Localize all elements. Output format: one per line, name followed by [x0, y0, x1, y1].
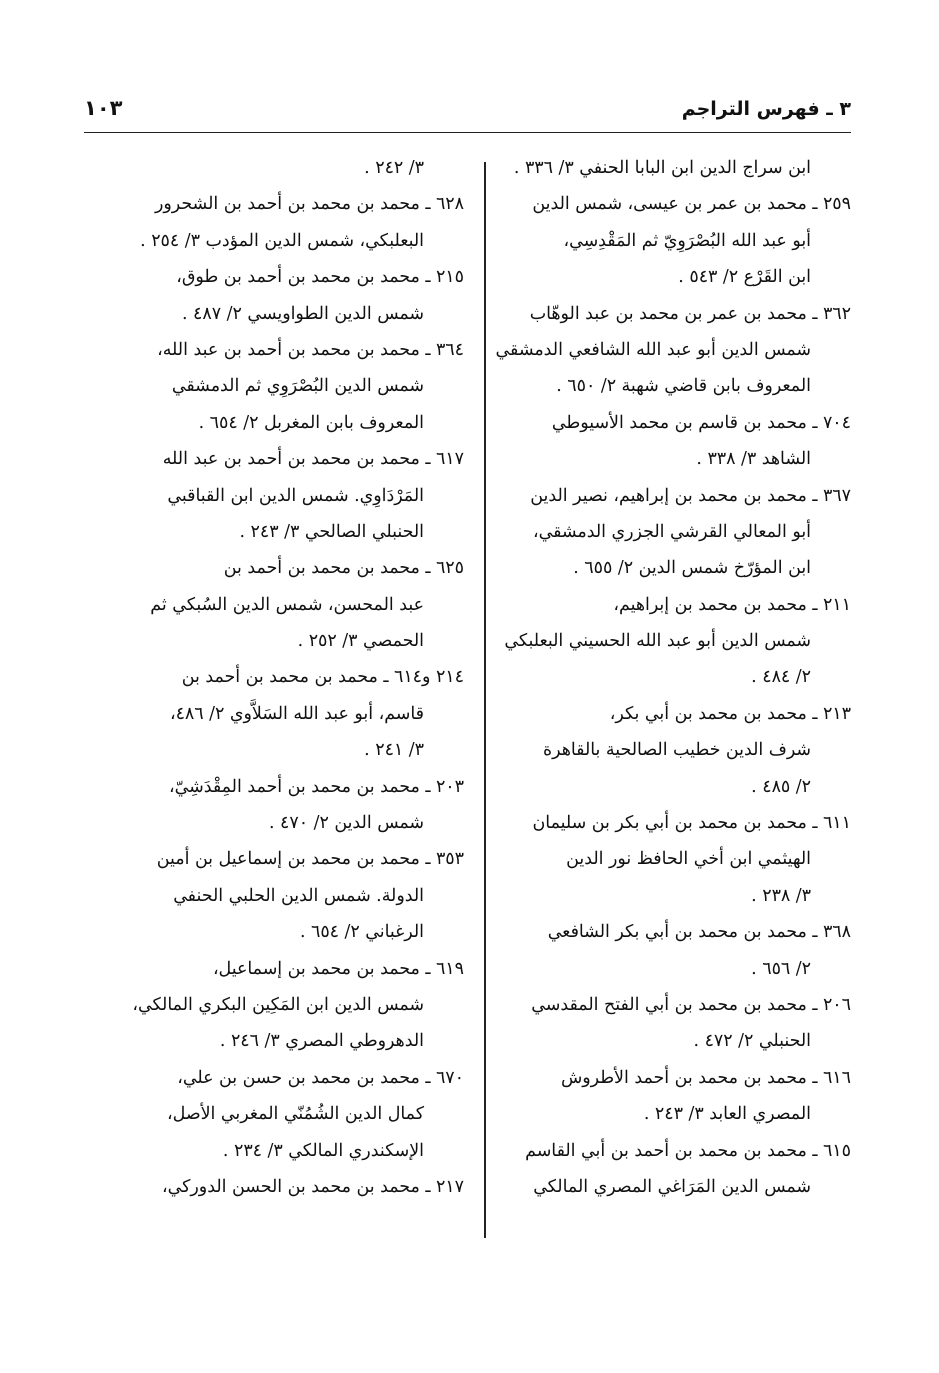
- index-line: ٣/ ٢٤٢ .: [364, 158, 424, 178]
- index-line: أبو عبد الله البُصْرَوِيّ ثم المَقْدِسِي،: [563, 230, 811, 251]
- index-line: ٢١٤ و٦١٤ ـ محمد بن محمد بن أحمد بن: [181, 667, 464, 688]
- index-line: ٢/ ٦٥٦ .: [751, 958, 811, 979]
- index-line: الإسكندري المالكي ٣/ ٢٣٤ .: [222, 1140, 424, 1161]
- index-line: ٣٦٢ ـ محمد بن عمر بن محمد بن عبد الوهّاب: [529, 303, 851, 324]
- index-line: ابن القَرْع ٢/ ٥٤٣ .: [678, 267, 811, 288]
- page-number: ١٠٣: [84, 96, 123, 120]
- index-line: ٢/ ٤٨٥ .: [751, 776, 811, 797]
- index-line: ابن سراج الدين ابن البابا الحنفي ٣/ ٣٣٦ .: [513, 158, 811, 178]
- index-line: ٢٠٦ ـ محمد بن محمد بن أبي الفتح المقدسي: [531, 994, 851, 1015]
- column-divider: [484, 162, 486, 1238]
- index-line: المصري العابد ٣/ ٢٤٣ .: [643, 1104, 811, 1125]
- index-line: ٦١٩ ـ محمد بن محمد بن إسماعيل،: [212, 958, 464, 979]
- index-line: ٣٦٨ ـ محمد بن محمد بن أبي بكر الشافعي: [547, 922, 851, 943]
- index-line: ٦١١ ـ محمد بن محمد بن أبي بكر بن سليمان: [532, 813, 851, 834]
- index-line: المعروف بابن المغربل ٢/ ٦٥٤ .: [198, 412, 424, 433]
- index-line: المَرْدَاوِي. شمس الدين ابن القباقبي: [167, 485, 424, 506]
- left-column: [84, 150, 464, 1260]
- index-line: عبد المحسن، شمس الدين السُبكي ثم: [150, 594, 424, 615]
- index-line: البعلبكي، شمس الدين المؤدب ٣/ ٢٥٤ .: [140, 230, 424, 251]
- index-line: شمس الدين البُصْرَوِي ثم الدمشقي: [171, 376, 424, 397]
- index-line: شمس الدين المَرَاغي المصري المالكي: [533, 1176, 811, 1197]
- index-line: ٦١٧ ـ محمد بن محمد بن أحمد بن عبد الله: [162, 449, 464, 470]
- index-line: الحنبلي ٢/ ٤٧٢ .: [693, 1031, 811, 1052]
- index-line: ٢١٣ ـ محمد بن محمد بن أبي بكر،: [609, 703, 851, 724]
- index-line: المعروف بابن قاضي شهبة ٢/ ٦٥٠ .: [556, 376, 811, 397]
- right-column: [471, 150, 851, 1260]
- index-line: الرغباني ٢/ ٦٥٤ .: [299, 922, 424, 943]
- index-line: ٢١٥ ـ محمد بن محمد بن أحمد بن طوق،: [176, 267, 464, 288]
- index-line: ٢٥٩ ـ محمد بن عمر بن عيسى، شمس الدين: [532, 194, 851, 215]
- index-line: شمس الدين الطواويسي ٢/ ٤٨٧ .: [181, 303, 424, 324]
- index-line: ٧٠٤ ـ محمد بن قاسم بن محمد الأسيوطي: [551, 412, 851, 433]
- index-line: ٢١٧ ـ محمد بن محمد بن الحسن الدوركي،: [162, 1176, 464, 1197]
- section-title: ٣ ـ فهرس التراجم: [681, 98, 851, 120]
- index-line: ٦٧٠ ـ محمد بن محمد بن حسن بن علي،: [177, 1067, 464, 1088]
- index-line: الحنبلي الصالحي ٣/ ٢٤٣ .: [239, 521, 424, 542]
- index-line: شمس الدين أبو عبد الله الشافعي الدمشقي: [495, 339, 811, 360]
- index-line: ٣/ ٢٤١ .: [364, 740, 424, 761]
- index-line: ٦١٦ ـ محمد بن محمد بن أحمد الأطروش: [560, 1067, 851, 1088]
- index-line: ٢١١ ـ محمد بن محمد بن إبراهيم،: [613, 594, 851, 615]
- index-line: ٣٥٣ ـ محمد بن محمد بن إسماعيل بن أمين: [156, 849, 464, 870]
- index-line: ابن المؤرّخ شمس الدين ٢/ ٦٥٥ .: [573, 558, 811, 579]
- index-line: ٣/ ٢٣٨ .: [751, 885, 811, 906]
- index-line: ٢٠٣ ـ محمد بن محمد بن أحمد المِقْدَشِيّ،: [169, 776, 464, 797]
- index-line: شمس الدين أبو عبد الله الحسيني البعلبكي: [504, 631, 811, 652]
- index-line: شمس الدين ٢/ ٤٧٠ .: [268, 813, 424, 834]
- index-line: شمس الدين ابن المَكِين البكري المالكي،: [132, 994, 424, 1015]
- index-line: ٦٢٥ ـ محمد بن محمد بن أحمد بن: [223, 558, 464, 579]
- index-line: كمال الدين الشُمُنّي المغربي الأصل،: [167, 1104, 424, 1125]
- index-line: قاسم، أبو عبد الله السَلاَّوي ٢/ ٤٨٦،: [169, 703, 424, 724]
- index-line: ٣٦٤ ـ محمد بن محمد بن أحمد بن عبد الله،: [157, 339, 464, 360]
- index-line: ٦١٥ ـ محمد بن محمد بن أحمد بن أبي القاسم: [525, 1140, 851, 1161]
- index-line: ٦٢٨ ـ محمد بن محمد بن أحمد بن الشحرور: [154, 194, 464, 215]
- index-line: الحمصي ٣/ ٢٥٢ .: [297, 631, 424, 652]
- index-line: الهيثمي ابن أخي الحافظ نور الدين: [566, 849, 811, 870]
- index-line: أبو المعالي القرشي الجزري الدمشقي،: [533, 521, 811, 542]
- page-header: [84, 92, 851, 133]
- index-line: ٢/ ٤٨٤ .: [751, 667, 811, 688]
- index-line: الدولة. شمس الدين الحلبي الحنفي: [173, 885, 424, 906]
- index-line: شرف الدين خطيب الصالحية بالقاهرة: [542, 740, 811, 761]
- index-line: ٣٦٧ ـ محمد بن محمد بن إبراهيم، نصير الدين: [530, 485, 851, 506]
- index-line: الشاهد ٣/ ٣٣٨ .: [696, 449, 811, 470]
- index-line: الدهروطي المصري ٣/ ٢٤٦ .: [219, 1031, 424, 1052]
